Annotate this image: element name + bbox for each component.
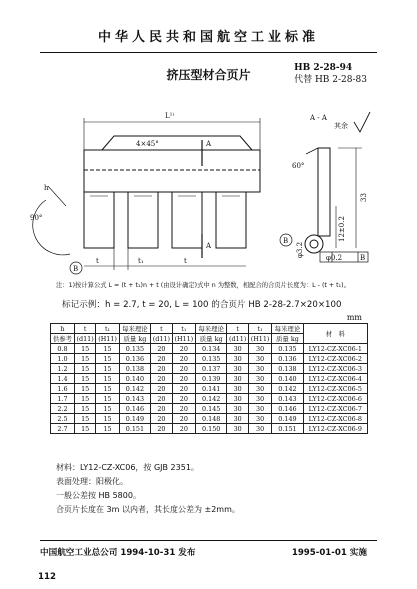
table-row — [51, 404, 368, 414]
col-t1-b-sub: (H11) — [172, 334, 195, 344]
table-cell: 20 — [151, 404, 173, 414]
table-cell: 20 — [172, 364, 195, 374]
table-cell: 15 — [96, 354, 119, 364]
table-cell: 0.140 — [119, 374, 150, 384]
dim-h: h — [44, 184, 49, 192]
table-cell: LY12-CZ-XC06-7 — [303, 404, 367, 414]
spec-table — [50, 323, 368, 434]
col-t-b-sub: (d11) — [151, 334, 173, 344]
table-cell: 15 — [74, 414, 96, 424]
table-cell: 30 — [227, 344, 249, 354]
table-cell: 0.136 — [119, 354, 150, 364]
table-cell: 30 — [248, 414, 271, 424]
col-t1-a: t₁ — [96, 324, 119, 334]
remainder-label: 其余 — [334, 122, 348, 130]
table-cell: 0.137 — [195, 364, 226, 374]
standard-code: HB 2-28-94 — [294, 63, 353, 73]
dim-t1: t₁ — [138, 257, 144, 265]
angle-60: 60° — [292, 162, 305, 170]
table-cell: 15 — [96, 364, 119, 374]
body-outline — [84, 150, 260, 192]
table-cell: 1.6 — [51, 384, 75, 394]
table-cell: 20 — [151, 394, 173, 404]
table-row — [51, 364, 368, 374]
table-cell: 0.148 — [195, 414, 226, 424]
pos-datum: B — [360, 254, 366, 262]
header-rule — [40, 52, 377, 53]
table-cell: 1.7 — [51, 394, 75, 404]
dim-t-1: t — [96, 257, 99, 265]
marking-example: 标记示例：h = 2.7, t = 20, L = 100 的合页片 HB 2-28-2.7×20×100 — [62, 300, 342, 310]
table-cell: 30 — [248, 384, 271, 394]
tolerance-note: 一般公差按 HB 5800。 — [56, 491, 141, 500]
table-cell: 20 — [172, 344, 195, 354]
dim-L: L¹⁾ — [165, 112, 175, 120]
col-t-a-sub: (d11) — [74, 334, 96, 344]
col-t1-c-sub: (H11) — [248, 334, 271, 344]
table-cell: 30 — [227, 404, 249, 414]
table-cell: 0.136 — [272, 354, 303, 364]
col-mass-a: 每米理论 — [119, 324, 150, 334]
table-cell: 20 — [172, 414, 195, 424]
table-cell: 1.4 — [51, 374, 75, 384]
table-cell: 15 — [74, 404, 96, 414]
table-cell: 30 — [227, 374, 249, 384]
unit-label: mm — [346, 313, 362, 322]
table-cell: 30 — [248, 344, 271, 354]
table-cell: 20 — [151, 424, 173, 434]
table-cell: 15 — [74, 394, 96, 404]
col-t1-a-sub: (H11) — [96, 334, 119, 344]
issuer: 中国航空工业总公司 1994-10-31 发布 — [40, 548, 196, 558]
table-cell: 15 — [96, 404, 119, 414]
table-cell: 0.143 — [272, 394, 303, 404]
table-cell: 30 — [227, 394, 249, 404]
page-number: 112 — [38, 572, 56, 582]
table-cell: 20 — [172, 384, 195, 394]
angle-90: 90° — [30, 214, 43, 222]
table-cell: 15 — [74, 384, 96, 394]
table-cell: 15 — [96, 384, 119, 394]
col-t-a: t — [74, 324, 96, 334]
table-cell: 20 — [151, 364, 173, 374]
table-cell: 15 — [74, 344, 96, 354]
col-mass-c-sub: 质量 kg — [272, 334, 303, 344]
table-cell: 30 — [227, 414, 249, 424]
table-cell: 30 — [227, 364, 249, 374]
col-t-b: t — [151, 324, 173, 334]
datum-b-right: B — [283, 237, 289, 245]
table-cell: LY12-CZ-XC06-6 — [303, 394, 367, 404]
table-cell: 0.135 — [119, 344, 150, 354]
table-cell: 0.138 — [119, 364, 150, 374]
table-cell: 15 — [74, 354, 96, 364]
table-cell: LY12-CZ-XC06-9 — [303, 424, 367, 434]
table-cell: 0.8 — [51, 344, 75, 354]
table-cell: LY12-CZ-XC06-2 — [303, 354, 367, 364]
col-mass-a-sub: 质量 kg — [119, 334, 150, 344]
table-cell: 30 — [227, 354, 249, 364]
table-cell: 30 — [248, 374, 271, 384]
standard-code-block — [294, 62, 367, 86]
section-label: A - A — [310, 114, 327, 122]
table-cell: 0.138 — [272, 364, 303, 374]
dim-t-2: t — [184, 257, 187, 265]
table-cell: 0.134 — [195, 344, 226, 354]
table-cell: 20 — [151, 384, 173, 394]
effective-date: 1995-01-01 实施 — [291, 548, 367, 558]
dim-12: 12±0.2 — [338, 216, 346, 242]
table-cell: 20 — [172, 394, 195, 404]
mark-a-top: A — [206, 140, 212, 148]
table-cell: LY12-CZ-XC06-1 — [303, 344, 367, 354]
table-cell: LY12-CZ-XC06-5 — [303, 384, 367, 394]
datum-b-left: B — [73, 265, 79, 273]
table-cell: LY12-CZ-XC06-4 — [303, 374, 367, 384]
table-cell: 30 — [227, 384, 249, 394]
col-t1-c: t₁ — [248, 324, 271, 334]
col-t-c-sub: (d11) — [227, 334, 249, 344]
table-cell: LY12-CZ-XC06-8 — [303, 414, 367, 424]
col-t-c: t — [227, 324, 249, 334]
col-mass-c: 每米理论 — [272, 324, 303, 334]
table-cell: 2.7 — [51, 424, 75, 434]
table-cell: 15 — [96, 414, 119, 424]
table-cell: 20 — [151, 354, 173, 364]
table-cell: 30 — [248, 354, 271, 364]
col-t1-b: t₁ — [172, 324, 195, 334]
table-cell: 0.149 — [272, 414, 303, 424]
table-header-row-1 — [51, 324, 368, 334]
table-cell: LY12-CZ-XC06-3 — [303, 364, 367, 374]
table-row — [51, 344, 368, 354]
table-cell: 0.142 — [195, 394, 226, 404]
table-cell: 0.149 — [119, 414, 150, 424]
dim-phi: φ3.2 — [296, 241, 304, 258]
table-cell: 0.150 — [195, 424, 226, 434]
table-cell: 0.151 — [272, 424, 303, 434]
table-cell: 15 — [96, 374, 119, 384]
dim-33: 33 — [360, 193, 368, 202]
surface-note: 表面处理：阳极化。 — [56, 477, 128, 486]
table-cell: 20 — [151, 374, 173, 384]
table-cell: 2.5 — [51, 414, 75, 424]
col-h-sub: 供参考 — [51, 334, 75, 344]
table-cell: 0.146 — [119, 404, 150, 414]
table-cell: 0.135 — [272, 344, 303, 354]
table-cell: 30 — [248, 404, 271, 414]
table-cell: 2.2 — [51, 404, 75, 414]
col-h: h — [51, 324, 75, 334]
table-body — [51, 344, 368, 434]
table-cell: 30 — [248, 364, 271, 374]
footer-rule — [40, 540, 377, 541]
table-cell: 0.142 — [119, 384, 150, 394]
mark-a-bottom: A — [206, 242, 212, 250]
material-note: 材料：LY12-CZ-XC06，按 GJB 2351。 — [56, 463, 199, 472]
document-title: 挤压型材合页片 — [166, 68, 251, 82]
table-row — [51, 414, 368, 424]
table-cell: 20 — [172, 374, 195, 384]
table-cell: 15 — [96, 344, 119, 354]
table-cell: 20 — [172, 424, 195, 434]
table-cell: 15 — [96, 394, 119, 404]
table-cell: 0.142 — [272, 384, 303, 394]
table-cell: 0.139 — [195, 374, 226, 384]
table-cell: 0.143 — [119, 394, 150, 404]
table-cell: 0.135 — [195, 354, 226, 364]
table-row — [51, 354, 368, 364]
table-row — [51, 384, 368, 394]
table-cell: 20 — [172, 354, 195, 364]
length-note: 合页片长度在 3m 以内者，其长度公差为 ±2mm。 — [56, 505, 240, 514]
table-cell: 15 — [96, 424, 119, 434]
table-cell: 20 — [172, 404, 195, 414]
col-mass-b-sub: 质量 kg — [195, 334, 226, 344]
table-cell: 15 — [74, 374, 96, 384]
table-cell: 30 — [248, 394, 271, 404]
table-cell: 20 — [151, 414, 173, 424]
table-cell: 15 — [74, 364, 96, 374]
table-cell: 30 — [248, 424, 271, 434]
table-row — [51, 424, 368, 434]
chamfer-label: 4×45° — [136, 140, 159, 148]
formula-note: 注：1)按计算公式 L = (t + t₁)n + t (由设计确定)式中 n 为整数，相配合的合页片长度为：L - (t + t₁)。 — [56, 282, 350, 289]
table-row — [51, 394, 368, 404]
table-cell: 1.0 — [51, 354, 75, 364]
table-cell: 0.141 — [195, 384, 226, 394]
chamfer-top — [102, 136, 252, 150]
table-cell: 0.140 — [272, 374, 303, 384]
col-material: 材 料 — [303, 324, 367, 344]
table-cell: 1.2 — [51, 364, 75, 374]
hinge-drawing — [30, 108, 390, 280]
table-cell: 20 — [151, 344, 173, 354]
table-cell: 0.146 — [272, 404, 303, 414]
col-mass-b: 每米理论 — [195, 324, 226, 334]
pos-tol: φ0.2 — [326, 254, 343, 262]
table-cell: 15 — [74, 424, 96, 434]
table-cell: 0.145 — [195, 404, 226, 414]
standard-header: 中华人民共和国航空工业标准 — [97, 30, 319, 45]
replaces-code: 代替 HB 2-28-83 — [294, 75, 367, 85]
table-cell: 0.151 — [119, 424, 150, 434]
table-row — [51, 374, 368, 384]
table-cell: 30 — [227, 424, 249, 434]
